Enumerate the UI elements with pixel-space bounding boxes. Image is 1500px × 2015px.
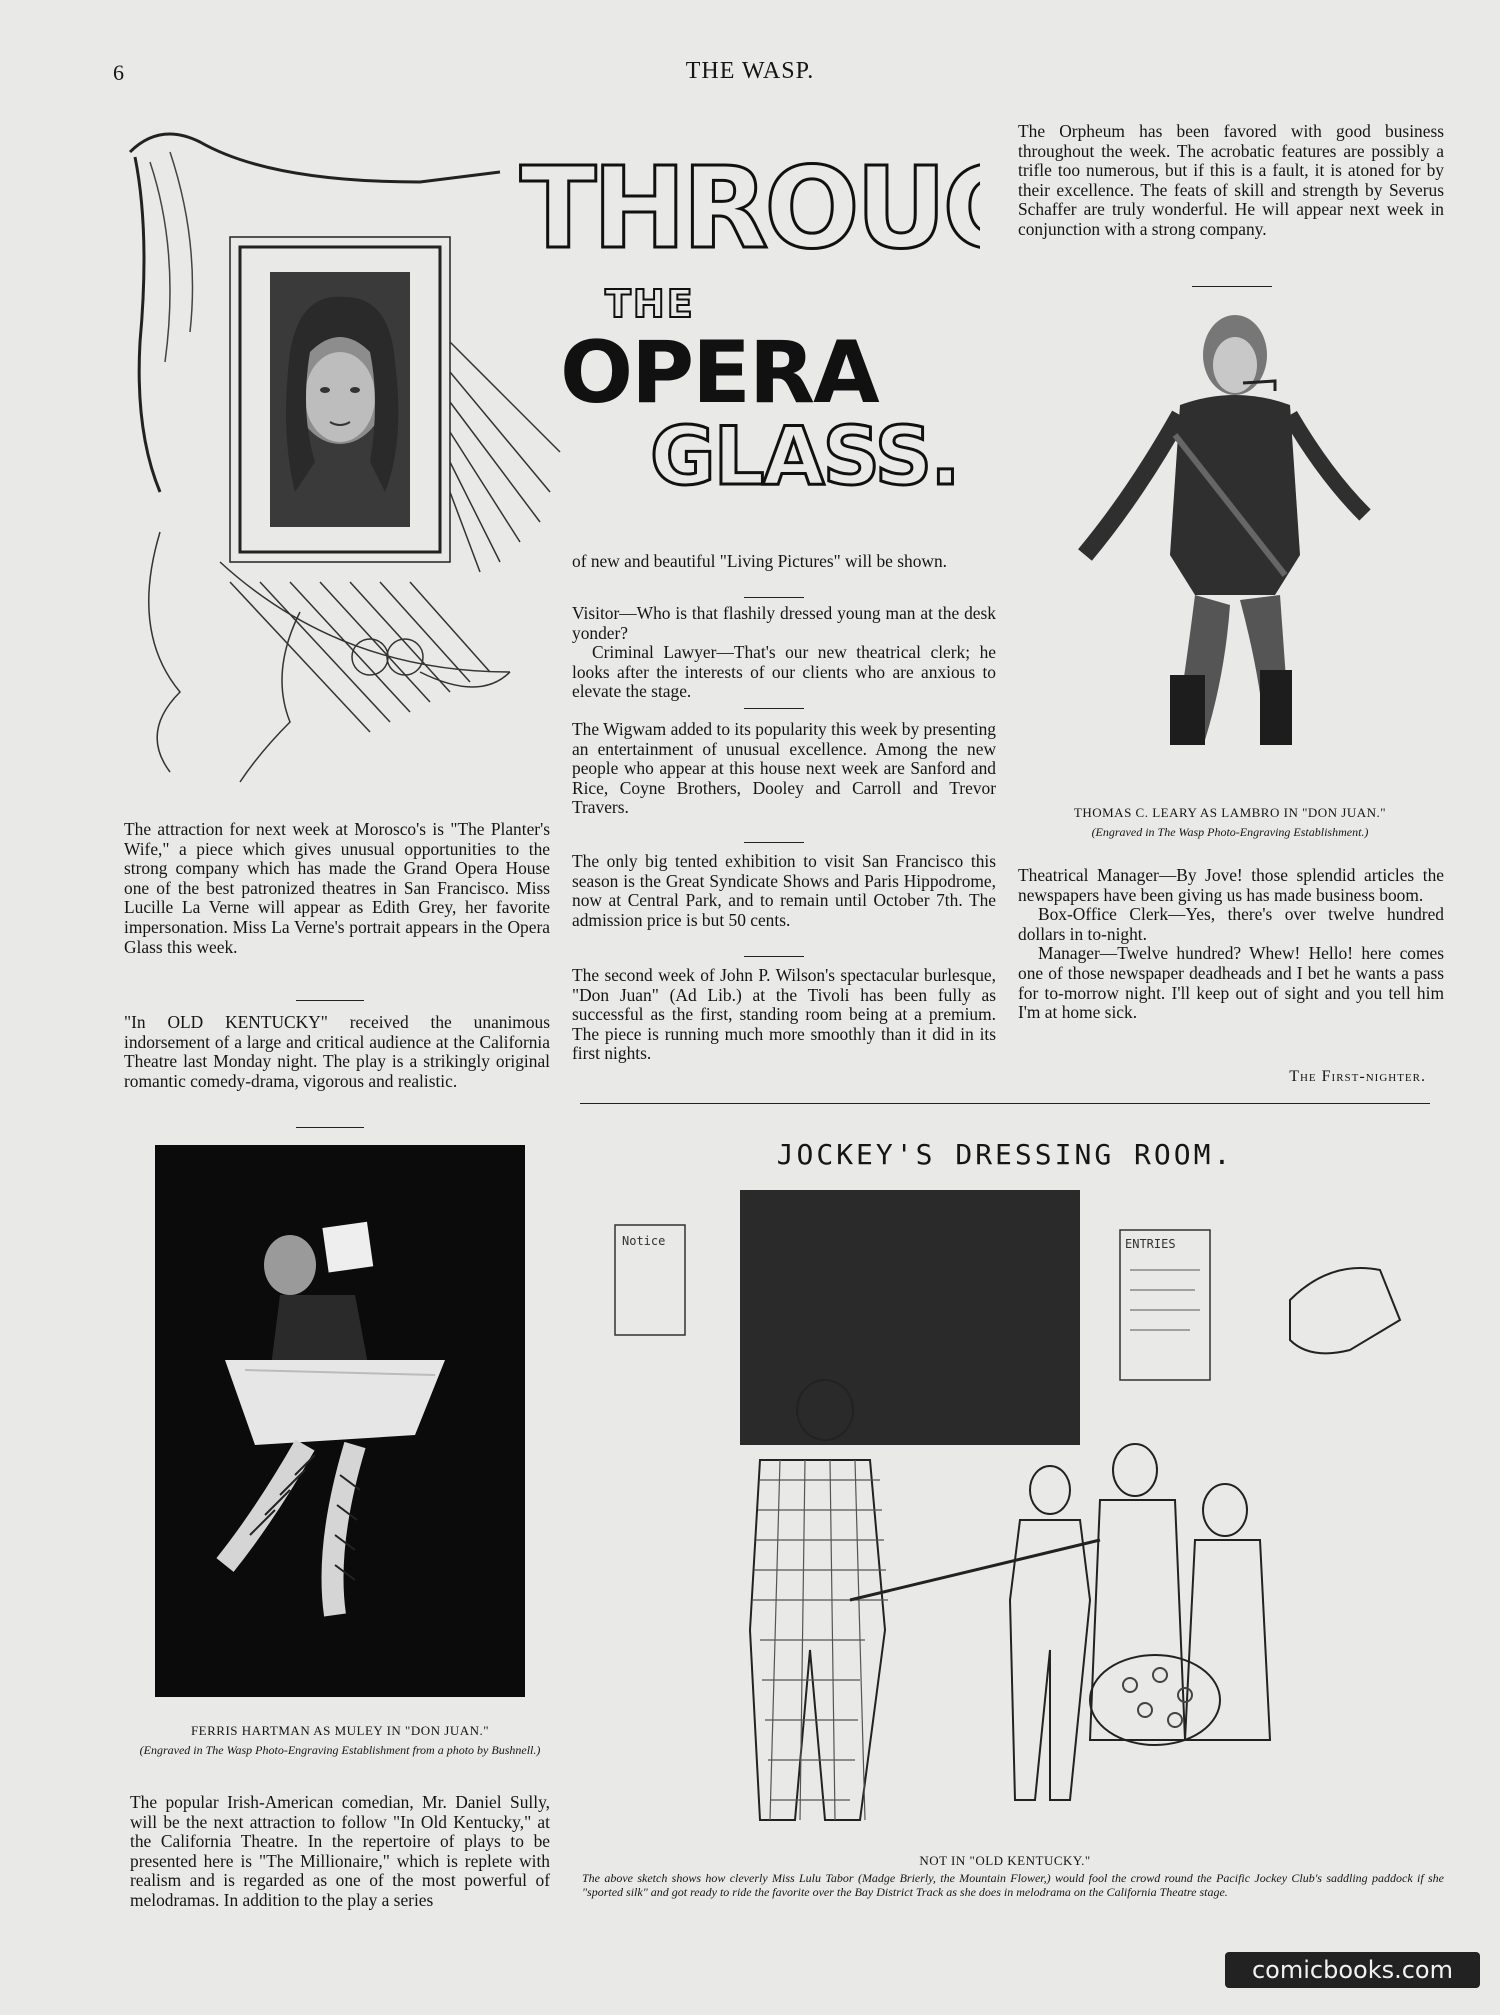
kentucky-paragraph: "In OLD KENTUCKY" received the unanimous indorsement of a large and critical audience at the California Theatre last Monday night. The play is a strikingly original romantic comedy-drama, vigorous and realistic. [124,1012,550,1091]
column-middle [572,552,996,572]
title-glass: GLASS. [650,410,959,503]
cartoon-caption-sub: The above sketch shows how cleverly Miss Lulu Tabor (Madge Brierly, the Mountain Flower,) would fool the crowd round the Pacific Jockey Club's saddling paddock if she "sported silk" and got ready to ride the favorite over the Bay District Track as she does in melodrama on the California Theatre stage. [582,1871,1444,1899]
wigwam-text [572,720,996,818]
column-left-2 [124,1013,550,1091]
manager-line-1: Theatrical Manager—By Jove! those splendid articles the newspapers have been giving us has made business boom. [1018,865,1444,905]
column-left [124,820,550,957]
leary-photo [1075,295,1375,775]
leary-caption: THOMAS C. LEARY AS LAMBRO IN "DON JUAN." [1073,805,1387,820]
watermark: comicbooks.com [1251,1956,1453,1984]
title-opera: OPERA [560,323,878,423]
clerk-line: Box-Office Clerk—Yes, there's over twelve hundred dollars in to-night. [1018,904,1444,944]
orpheum-text [1018,122,1444,240]
manager-line-2: Manager—Twelve hundred? Whew! Hello! here comes one of those newspaper deadheads and I bet he wants a pass for to-morrow night. I'll keep out of sight and you tell him I'm at home sick. [1018,943,1444,1023]
page-number: 6 [113,60,124,85]
wigwam-paragraph: The Wigwam added to its popularity this week by presenting an entertainment of unusual excellence. Among the new people who appear at this house next week are Sanford and Rice, Coyne Brothers, Dooley and Carroll and Trevor Travers. [572,719,996,818]
leary-caption-sub: (Engraved in The Wasp Photo-Engraving Establishment.) [1091,825,1369,839]
cartoon-title: JOCKEY'S DRESSING ROOM. [776,1138,1234,1171]
masthead: THE WASP. [685,58,815,84]
hartman-photo [155,1145,525,1697]
lawyer-joke [572,604,996,702]
title-the: THE [605,282,695,326]
title-through: THROU [520,144,943,274]
orpheum-paragraph: The Orpheum has been favored with good business throughout the week. The acrobatic features are possibly a trifle too numerous, but if this is a fault, it is atoned for by their excellence. The feats of skill and strength by Severus Schaffer are truly wonderful. He will appear next week in conjunction with a strong company. [1018,121,1444,239]
jockey-cartoon [610,1180,1410,1830]
sully-paragraph: The popular Irish-American comedian, Mr. Daniel Sully, will be the next attraction to follow "In Old Kentucky," at the California Theatre. In the repertoire of plays to be presented here is "The Millionaire," which is replete with realism and is regarded as one of the most powerful of melodramas. In addition to the play a series [130,1792,550,1910]
visitor-line: Visitor—Who is that flashily dressed young man at the desk yonder? [572,603,996,643]
lawyer-line: Criminal Lawyer—That's our new theatrical clerk; he looks after the interests of our clients who are anxious to elevate the stage. [572,642,996,702]
tivoli-text [572,966,996,1064]
entries-sign: ENTRIES [1125,1237,1176,1251]
syndicate-text [572,852,996,930]
living-pictures-text: of new and beautiful "Living Pictures" will be shown. [572,551,947,571]
morosco-paragraph: The attraction for next week at Morosco's is "The Planter's Wife," a piece which gives unusual opportunities to the strong company which has made the Grand Opera House one of the best patronized theatres in San Francisco. Miss Lucille La Verne will appear as Edith Grey, her favorite impersonation. Miss La Verne's portrait appears in the Opera Glass this week. [124,819,550,957]
signature: The First-nighter. [1289,1068,1426,1085]
manager-joke [1018,866,1444,1023]
cartoon-caption: NOT IN "OLD KENTUCKY." [919,1853,1091,1868]
hartman-caption: FERRIS HARTMAN AS MULEY IN "DON JUAN." [190,1723,490,1738]
notice-sign: Notice [622,1234,666,1248]
sully-text [130,1793,550,1911]
syndicate-paragraph: The only big tented exhibition to visit San Francisco this season is the Great Syndicate Shows and Paris Hippodrome, now at Central Park, and to remain until October 7th. The admission price is but 50 cents. [572,851,996,930]
tivoli-paragraph: The second week of John P. Wilson's spectacular burlesque, "Don Juan" (Ad Lib.) at the Tivoli has been fully as successful as the first, standing room being at a premium. The piece is running much more smoothly than it did in its first nights. [572,965,996,1064]
hartman-caption-sub: (Engraved in The Wasp Photo-Engraving Establishment from a photo by Bushnell.) [139,1743,541,1757]
